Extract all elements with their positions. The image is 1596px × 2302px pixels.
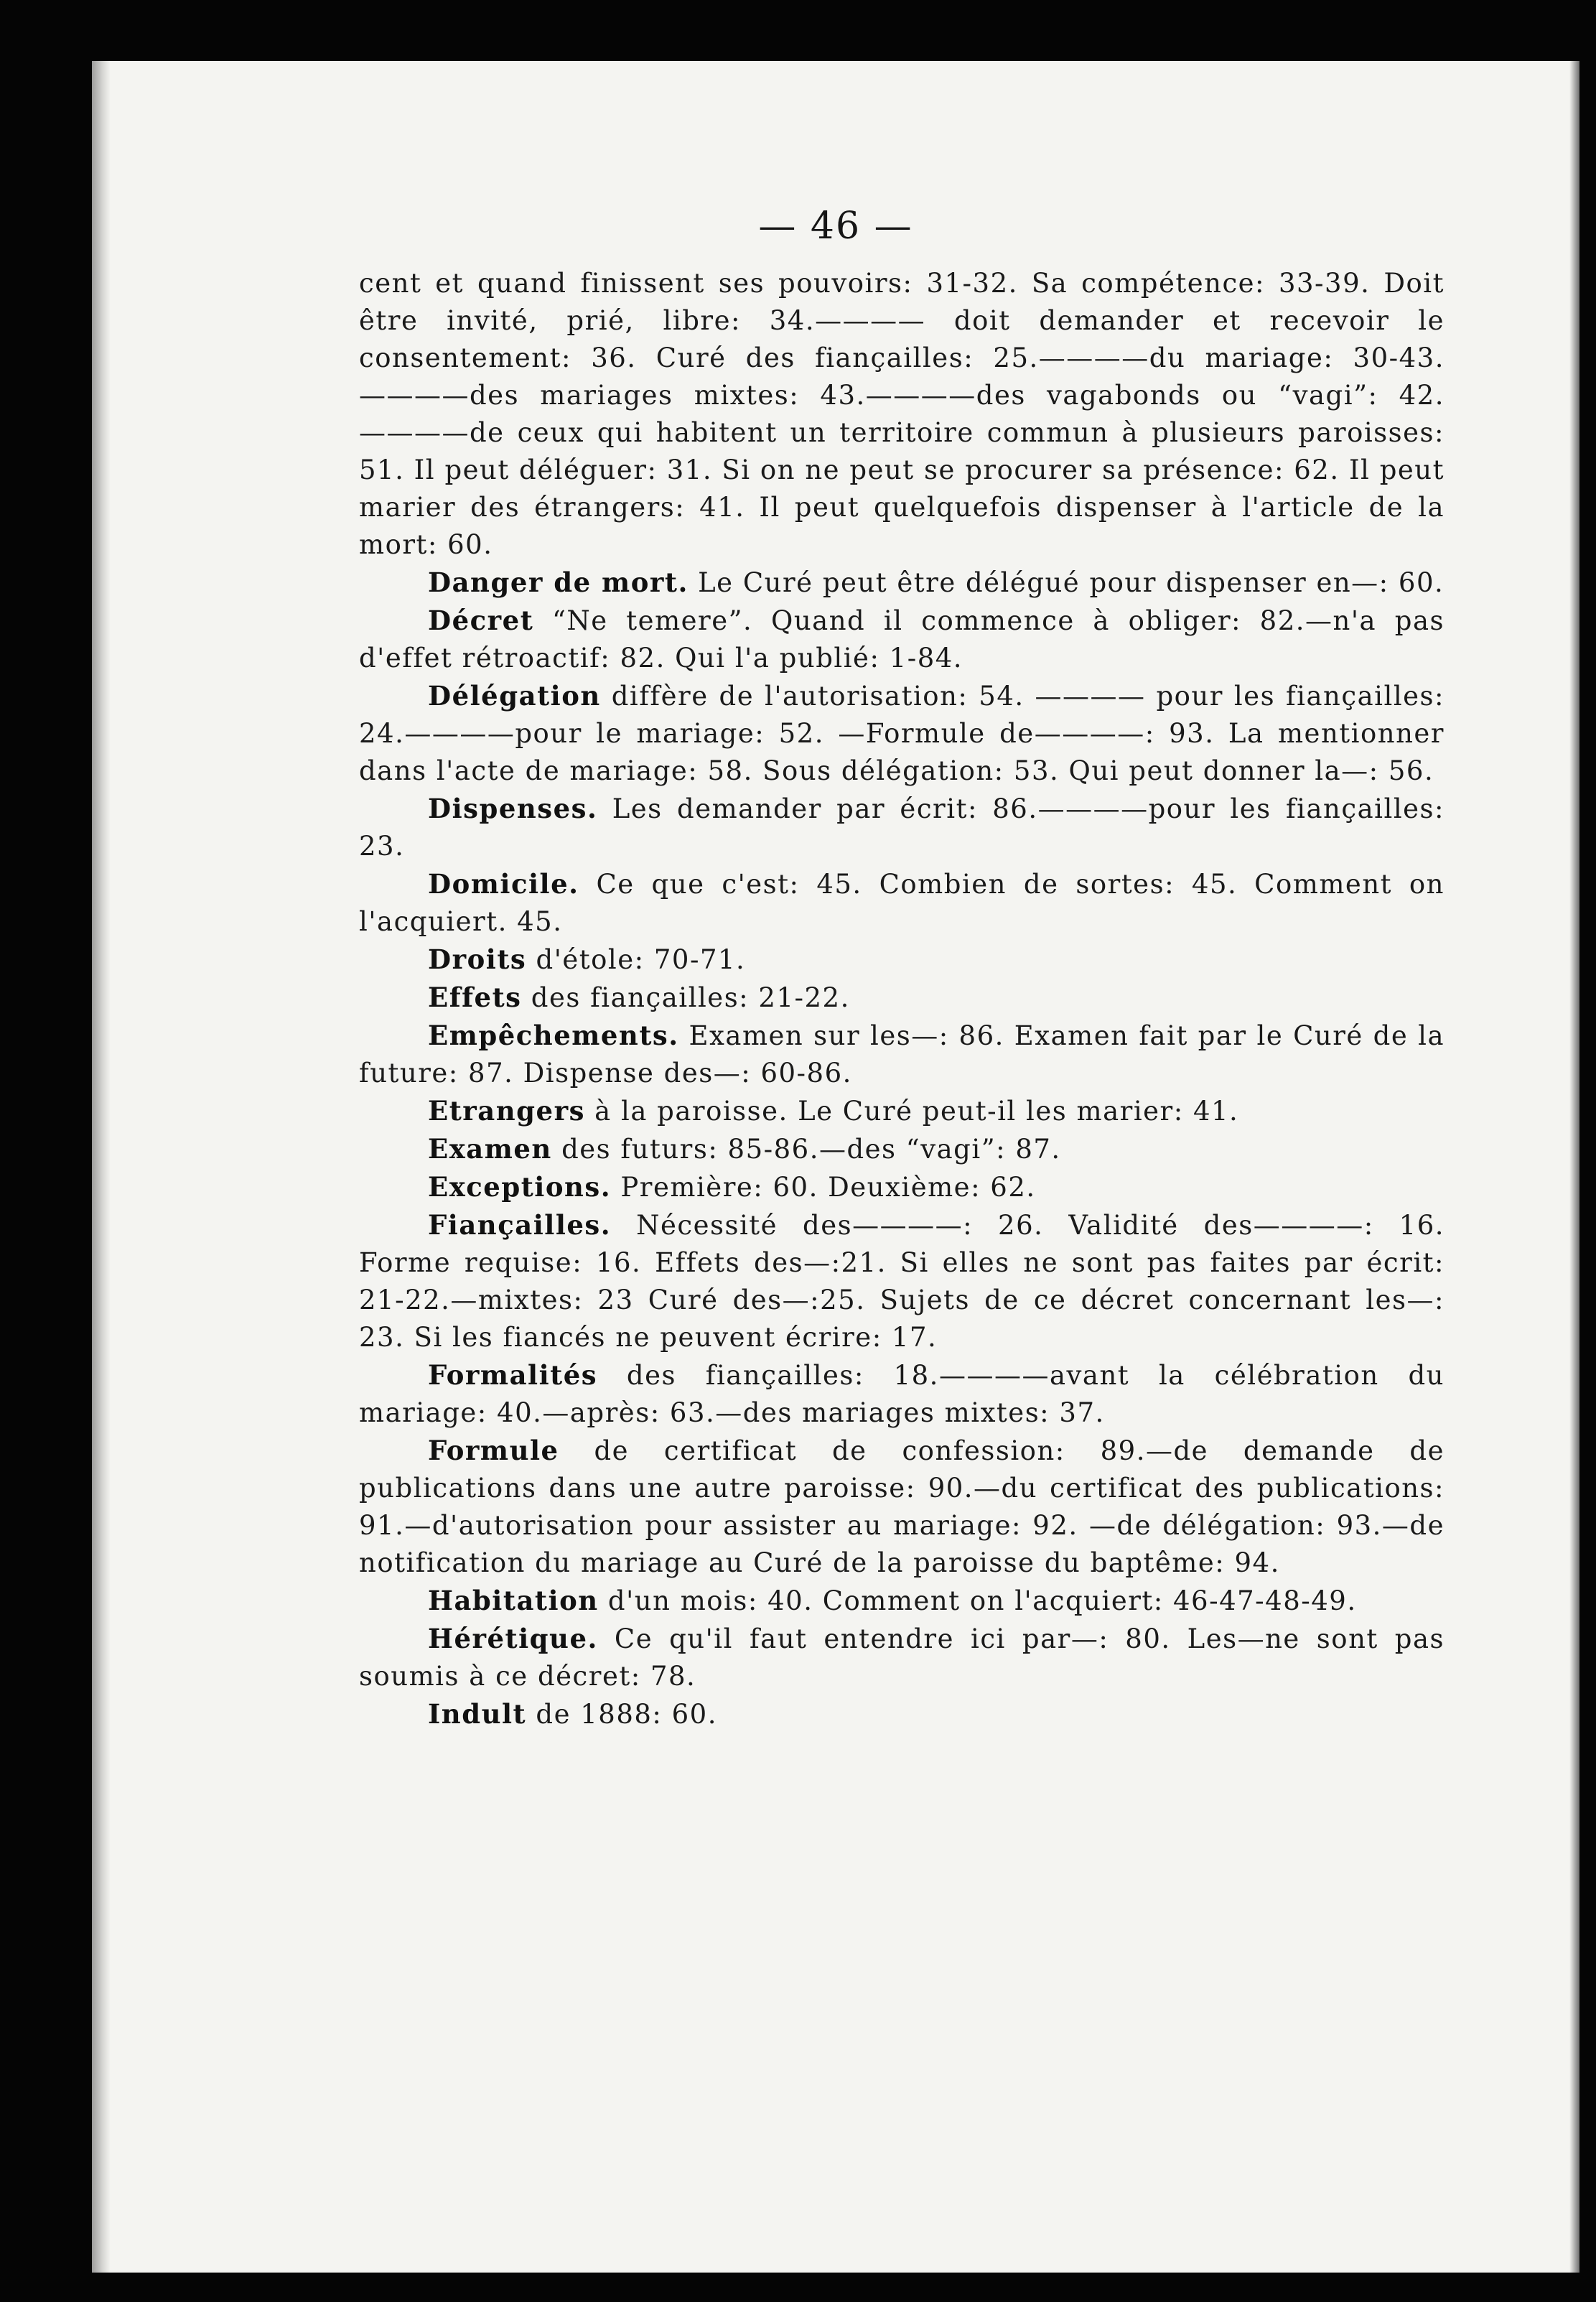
scanned-page <box>92 61 1579 2273</box>
index-text-body: de certificat de confession: 89.—de demande de publications dans une autre paroisse: 90.—du certificat des publications: 91.—d'autorisation pour assister au mariage: 92. —de délégation: 93.—de notification du mariage au Curé de la paroisse du baptême: 94. <box>359 1435 1445 1578</box>
index-text-body: Nécessité des————: 26. Validité des————: 16. Forme requise: 16. Effets des—:21. Si elles ne sont pas faites par écrit: 21-22.—mixtes: 23 Curé des—:25. Sujets de ce décret concernant les—: 23. Si les fiancés ne peuvent écrire: 17. <box>359 1210 1445 1353</box>
index-term: Exceptions. <box>428 1171 612 1203</box>
index-term: Hérétique. <box>428 1623 598 1654</box>
index-entry <box>359 1017 1445 1092</box>
index-entry <box>359 1168 1445 1206</box>
index-entry <box>359 865 1445 941</box>
index-term: Indult <box>428 1698 527 1730</box>
index-text-body: diffère de l'autorisation: 54. ———— pour les fiançailles: 24.————pour le mariage: 52. —Formule de————: 93. La mentionner dans l'acte de mariage: 58. Sous délégation: 53. Qui peut donner la—: 56. <box>359 681 1445 786</box>
index-entry <box>359 1582 1445 1620</box>
index-text-body: d'un mois: 40. Comment on l'acquiert: 46-47-48-49. <box>607 1585 1357 1616</box>
index-text-body: Ce que c'est: 45. Combien de sortes: 45. Comment on l'acquiert. 45. <box>359 869 1445 937</box>
index-term: Fiançailles. <box>428 1209 612 1241</box>
index-term: Empêchements. <box>428 1020 679 1051</box>
index-text-body: d'étole: 70-71. <box>536 944 746 975</box>
index-entry <box>359 1130 1445 1168</box>
index-entry <box>359 564 1445 602</box>
index-text-body: des fiançailles: 18.————avant la célébration du mariage: 40.—après: 63.—des mariages mixtes: 37. <box>359 1360 1445 1428</box>
index-entry <box>359 1206 1445 1356</box>
index-term: Formule <box>428 1435 559 1466</box>
index-entry <box>359 677 1445 790</box>
index-text-body: “Ne temere”. Quand il commence à obliger: 82.—n'a pas d'effet rétroactif: 82. Qui l'a publié: 1-84. <box>359 605 1445 674</box>
index-entry <box>359 1695 1445 1733</box>
index-term: Formalités <box>428 1359 598 1391</box>
index-text-body: Ce qu'il faut entendre ici par—: 80. Les—ne sont pas soumis à ce décret: 78. <box>359 1623 1445 1692</box>
index-text-body: Les demander par écrit: 86.————pour les fiançailles: 23. <box>359 793 1445 862</box>
index-term: Décret <box>428 605 534 636</box>
index-entry <box>359 1092 1445 1130</box>
index-entry <box>359 941 1445 979</box>
index-term: Danger de mort. <box>428 567 689 598</box>
index-term: Habitation <box>428 1585 599 1616</box>
index-text-body: à la paroisse. Le Curé peut-il les marier: 41. <box>594 1096 1239 1127</box>
index-entry <box>359 979 1445 1017</box>
index-entry <box>359 1620 1445 1695</box>
index-entry <box>359 264 1445 564</box>
index-entry <box>359 1432 1445 1582</box>
index-text-body: des fiançailles: 21-22. <box>531 982 850 1013</box>
index-text-body: de 1888: 60. <box>536 1699 717 1730</box>
index-term: Etrangers <box>428 1095 585 1127</box>
edge-mark <box>1569 556 1579 582</box>
index-entry <box>359 790 1445 865</box>
index-text-body: cent et quand finissent ses pouvoirs: 31-32. Sa compétence: 33-39. Doit être invité, prié, libre: 34.———— doit demander et recevoir le consentement: 36. Curé des fiançailles: 25.————du mariage: 30-43.————des mariages mixtes: 43.————des vagabonds ou “vagi”: 42.————de ceux qui habitent un territoire commun à plusieurs paroisses: 51. Il peut déléguer: 31. Si on ne peut se procurer sa présence: 62. Il peut marier des étrangers: 41. Il peut quelquefois dispenser à l'article de la mort: 60. <box>359 268 1445 560</box>
index-term: Droits <box>428 943 527 975</box>
index-text <box>359 264 1445 1733</box>
page-number: — 46 — <box>758 205 913 248</box>
index-term: Effets <box>428 982 522 1013</box>
edge-mark <box>1569 1178 1579 1203</box>
edge-mark <box>1569 2064 1579 2090</box>
index-term: Domicile. <box>428 868 579 900</box>
index-text-body: Première: 60. Deuxième: 62. <box>620 1172 1036 1203</box>
index-text-body: Examen sur les—: 86. Examen fait par le Curé de la future: 87. Dispense des—: 60-86. <box>359 1020 1445 1089</box>
index-text-body: des futurs: 85-86.—des “vagi”: 87. <box>561 1134 1061 1165</box>
edge-mark <box>1569 226 1579 252</box>
index-text-body: Le Curé peut être délégué pour dispenser en—: 60. <box>698 567 1445 598</box>
index-term: Délégation <box>428 680 601 712</box>
index-term: Dispenses. <box>428 793 598 824</box>
index-entry <box>359 1356 1445 1432</box>
index-term: Examen <box>428 1133 552 1165</box>
index-entry <box>359 602 1445 677</box>
